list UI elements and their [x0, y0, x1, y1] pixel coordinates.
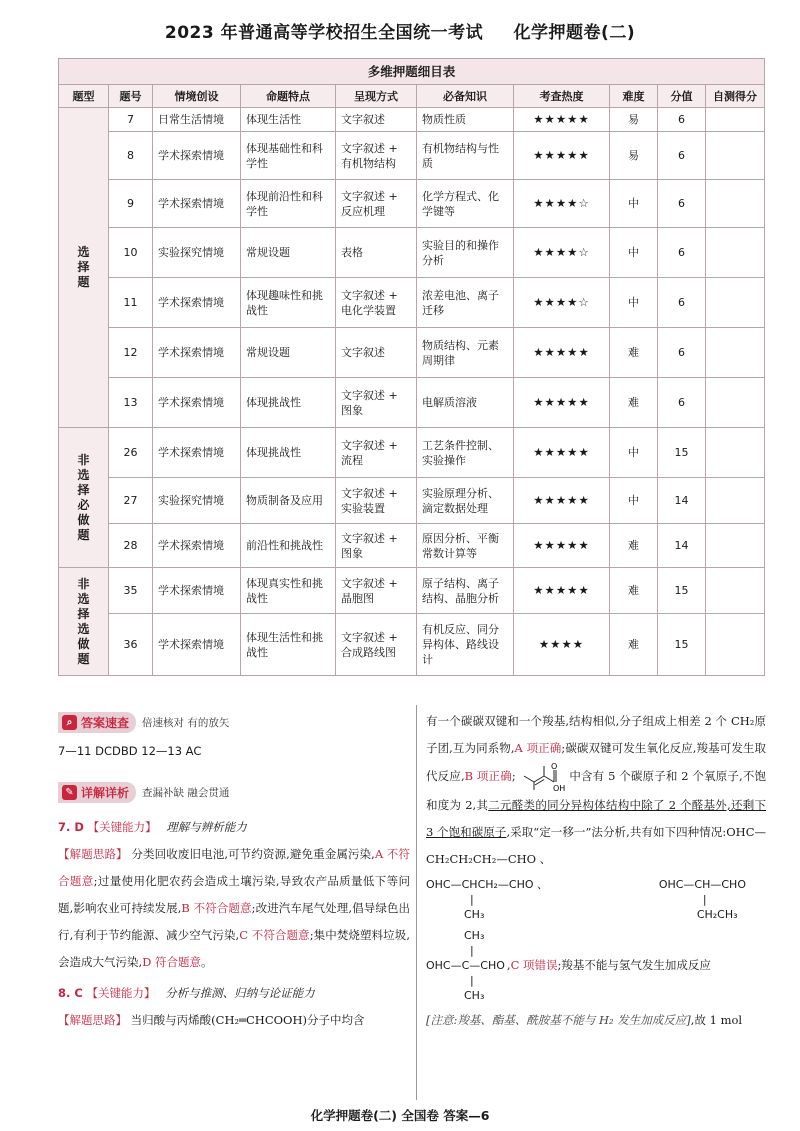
table-row — [59, 108, 765, 132]
question-number: 10 — [109, 228, 153, 278]
self-score-input[interactable] — [706, 428, 765, 478]
column-header: 自测得分 — [706, 85, 765, 108]
table-caption: 多维押题细目表 — [59, 59, 765, 85]
table-row — [59, 328, 765, 378]
question-number: 8 — [109, 132, 153, 180]
structure-oh-label: OH — [552, 784, 565, 792]
table-row — [59, 428, 765, 478]
heat-stars: ★★★★ — [514, 614, 610, 676]
structure-o-label: O — [550, 762, 557, 771]
score-cell: 15 — [658, 568, 706, 614]
heat-stars: ★★★★☆ — [514, 228, 610, 278]
heat-stars: ★★★★★ — [514, 378, 610, 428]
form-cell: 文字叙述 — [336, 328, 417, 378]
feature-cell: 常规设题 — [241, 228, 336, 278]
detail-table-wrapper — [58, 58, 764, 676]
question-number: 9 — [109, 180, 153, 228]
question-type-cell: 选 择 题 — [59, 108, 109, 428]
knowledge-cell: 物质性质 — [417, 108, 514, 132]
score-cell: 14 — [658, 524, 706, 568]
question-number: 12 — [109, 328, 153, 378]
context-cell: 实验探究情境 — [153, 478, 241, 524]
question-type-cell: 非 选 择 必 做 题 — [59, 428, 109, 568]
self-score-input[interactable] — [706, 378, 765, 428]
question-number: 11 — [109, 278, 153, 328]
column-header: 题号 — [109, 85, 153, 108]
table-row — [59, 524, 765, 568]
self-score-input[interactable] — [706, 180, 765, 228]
q8-number: 8. C — [58, 986, 83, 1000]
feature-cell: 物质制备及应用 — [241, 478, 336, 524]
form-cell: 文字叙述 + 图象 — [336, 378, 417, 428]
form-cell: 表格 — [336, 228, 417, 278]
question-number: 36 — [109, 614, 153, 676]
knowledge-cell: 原因分析、平衡常数计算等 — [417, 524, 514, 568]
difficulty-cell: 难 — [610, 328, 658, 378]
question-number: 28 — [109, 524, 153, 568]
q7-option-a: A 不符合题意 — [58, 847, 411, 888]
knowledge-cell: 化学方程式、化学键等 — [417, 180, 514, 228]
exam-title: 2023 年普通高等学校招生全国统一考试 — [164, 23, 484, 43]
score-cell: 6 — [658, 108, 706, 132]
self-score-input[interactable] — [706, 478, 765, 524]
heat-stars: ★★★★★ — [514, 568, 610, 614]
score-cell: 6 — [658, 378, 706, 428]
self-score-input[interactable] — [706, 228, 765, 278]
form-cell: 文字叙述 + 电化学装置 — [336, 278, 417, 328]
heat-stars: ★★★★★ — [514, 132, 610, 180]
q7-number: 7. D — [58, 820, 84, 834]
form-cell: 文字叙述 + 实验装置 — [336, 478, 417, 524]
form-cell: 文字叙述 + 合成路线图 — [336, 614, 417, 676]
column-header: 题型 — [59, 85, 109, 108]
answer-list: 7—11 DCDBD 12—13 AC — [58, 744, 202, 758]
form-cell: 文字叙述 + 反应机理 — [336, 180, 417, 228]
feature-cell: 体现挑战性 — [241, 378, 336, 428]
q8-note: [注意:羧基、酯基、酰胺基不能与 H₂ 发生加成反应] — [426, 1013, 691, 1027]
knowledge-cell: 实验目的和操作分析 — [417, 228, 514, 278]
context-cell: 学术探索情境 — [153, 180, 241, 228]
feature-cell: 体现趣味性和挑战性 — [241, 278, 336, 328]
form-cell: 文字叙述 + 有机物结构 — [336, 132, 417, 180]
difficulty-cell: 易 — [610, 108, 658, 132]
score-cell: 6 — [658, 180, 706, 228]
q8-paragraph: 【解题思路】 当归酸与丙烯酸(CH₂═CHCOOH)分子中均含 — [58, 1013, 365, 1027]
q7-ability-label: 【关键能力】 — [87, 820, 157, 834]
table-row — [59, 378, 765, 428]
column-header: 必备知识 — [417, 85, 514, 108]
self-score-input[interactable] — [706, 278, 765, 328]
paper-title: 化学押题卷(二) — [513, 23, 636, 43]
context-cell: 学术探索情境 — [153, 328, 241, 378]
answer-quick-sub: 倍速核对 有的放矢 — [142, 717, 230, 729]
isomer-row-2: CH₃ | OHC—C—CHO | CH₃ ,C 项错误;羧基不能与氢气发生加成反应 — [426, 929, 711, 1002]
isomer-row-1 — [426, 877, 766, 922]
form-cell: 文字叙述 + 晶胞图 — [336, 568, 417, 614]
feature-cell: 常规设题 — [241, 328, 336, 378]
isomer-3: OHC—CH—CHO | CH₂CH₃ — [658, 878, 746, 921]
table-row — [59, 568, 765, 614]
difficulty-cell: 难 — [610, 378, 658, 428]
form-cell: 文字叙述 + 图象 — [336, 524, 417, 568]
knowledge-cell: 电解质溶液 — [417, 378, 514, 428]
feature-cell: 体现前沿性和科学性 — [241, 180, 336, 228]
heat-stars: ★★★★★ — [514, 428, 610, 478]
angelic-acid-structure — [520, 762, 566, 792]
context-cell: 实验探究情境 — [153, 228, 241, 278]
q8-option-b: B 项正确 — [464, 769, 512, 783]
q7-option-c: C 不符合题意 — [239, 928, 310, 942]
right-column — [426, 708, 766, 1034]
feature-cell: 体现生活性 — [241, 108, 336, 132]
page-footer: 化学押题卷(二) 全国卷 答案—6 — [310, 1108, 490, 1123]
table-row — [59, 132, 765, 180]
table-row — [59, 180, 765, 228]
note-icon: ✎ — [62, 785, 77, 800]
table-row — [59, 478, 765, 524]
column-header: 呈现方式 — [336, 85, 417, 108]
score-cell: 6 — [658, 328, 706, 378]
table-row — [59, 228, 765, 278]
column-header: 考查热度 — [514, 85, 610, 108]
question-number: 7 — [109, 108, 153, 132]
magnifier-icon: ⌕ — [62, 715, 77, 730]
question-number: 13 — [109, 378, 153, 428]
heat-stars: ★★★★☆ — [514, 180, 610, 228]
q8-ability-label: 【关键能力】 — [86, 986, 156, 1000]
column-header: 命题特点 — [241, 85, 336, 108]
isomer-2: OHC—CHCH₂—CHO 、 | CH₃ — [426, 878, 549, 921]
self-score-input[interactable] — [706, 108, 765, 132]
difficulty-cell: 难 — [610, 614, 658, 676]
q7-idea-label: 【解题思路】 — [58, 847, 128, 861]
q8-idea-label: 【解题思路】 — [58, 1013, 127, 1027]
column-header: 分值 — [658, 85, 706, 108]
self-score-input[interactable] — [706, 614, 765, 676]
context-cell: 学术探索情境 — [153, 428, 241, 478]
q7-ability-text: 理解与辨析能力 — [166, 820, 247, 834]
score-cell: 6 — [658, 132, 706, 180]
question-type-cell: 非 选 择 选 做 题 — [59, 568, 109, 676]
knowledge-cell: 实验原理分析、滴定数据处理 — [417, 478, 514, 524]
q7-option-b: B 不符合题意 — [181, 901, 252, 915]
question-number: 27 — [109, 478, 153, 524]
q8-option-c: C 项错误 — [510, 958, 558, 972]
knowledge-cell: 有机反应、同分异构体、路线设计 — [417, 614, 514, 676]
table-row — [59, 278, 765, 328]
knowledge-cell: 工艺条件控制、实验操作 — [417, 428, 514, 478]
score-cell: 15 — [658, 428, 706, 478]
knowledge-cell: 原子结构、离子结构、晶胞分析 — [417, 568, 514, 614]
self-score-input[interactable] — [706, 328, 765, 378]
page-title — [0, 18, 800, 43]
difficulty-cell: 易 — [610, 132, 658, 180]
self-score-input[interactable] — [706, 524, 765, 568]
column-header: 情境创设 — [153, 85, 241, 108]
form-cell: 文字叙述 — [336, 108, 417, 132]
feature-cell: 体现挑战性 — [241, 428, 336, 478]
difficulty-cell: 中 — [610, 278, 658, 328]
column-divider — [416, 705, 417, 1100]
q7-block — [58, 814, 410, 1034]
heat-stars: ★★★★★ — [514, 478, 610, 524]
knowledge-cell: 有机物结构与性质 — [417, 132, 514, 180]
score-cell: 15 — [658, 614, 706, 676]
context-cell: 学术探索情境 — [153, 568, 241, 614]
left-column — [58, 738, 410, 765]
difficulty-cell: 难 — [610, 568, 658, 614]
score-cell: 6 — [658, 228, 706, 278]
score-cell: 14 — [658, 478, 706, 524]
q7-option-d: D 符合题意 — [142, 955, 202, 969]
self-score-input[interactable] — [706, 132, 765, 180]
question-number: 35 — [109, 568, 153, 614]
difficulty-cell: 难 — [610, 524, 658, 568]
knowledge-cell: 物质结构、元素周期律 — [417, 328, 514, 378]
difficulty-cell: 中 — [610, 228, 658, 278]
q8-ability-text: 分析与推测、归纳与论证能力 — [165, 986, 315, 1000]
difficulty-cell: 中 — [610, 478, 658, 524]
context-cell: 学术探索情境 — [153, 378, 241, 428]
feature-cell: 体现生活性和挑战性 — [241, 614, 336, 676]
knowledge-cell: 浓差电池、离子迁移 — [417, 278, 514, 328]
feature-cell: 前沿性和挑战性 — [241, 524, 336, 568]
q8-option-a: A 项正确 — [514, 741, 562, 755]
answer-quick-band — [58, 712, 229, 733]
difficulty-cell: 中 — [610, 180, 658, 228]
detail-explain-label: 详解详析 — [81, 786, 130, 800]
q7-paragraph: 【解题思路】 分类回收废旧电池,可节约资源,避免重金属污染,A 不符合题意;过量使用化肥农药会造成土壤污染,导致农产品质量低下等问题,影响农业可持续发展,B 不符合题意;改进汽车尾气处理,倡导绿色出行,有利于节约能源、减少空气污染,C 不符合题意;集中焚烧塑料垃圾,会造成大气污染,D 符合题意。 — [58, 847, 411, 969]
context-cell: 学术探索情境 — [153, 524, 241, 568]
heat-stars: ★★★★★ — [514, 524, 610, 568]
question-number: 26 — [109, 428, 153, 478]
column-header: 难度 — [610, 85, 658, 108]
difficulty-cell: 中 — [610, 428, 658, 478]
q8-note-line: [注意:羧基、酯基、酰胺基不能与 H₂ 发生加成反应],故 1 mol — [426, 1013, 743, 1027]
answer-quick-label: 答案速查 — [81, 716, 130, 730]
feature-cell: 体现基础性和科学性 — [241, 132, 336, 180]
context-cell: 日常生活情境 — [153, 108, 241, 132]
heat-stars: ★★★★★ — [514, 108, 610, 132]
isomer-4: CH₃ | OHC—C—CHO | CH₃ — [426, 929, 505, 1002]
context-cell: 学术探索情境 — [153, 132, 241, 180]
form-cell: 文字叙述 + 流程 — [336, 428, 417, 478]
detail-explain-band — [58, 782, 229, 803]
score-cell: 6 — [658, 278, 706, 328]
heat-stars: ★★★★☆ — [514, 278, 610, 328]
context-cell: 学术探索情境 — [153, 278, 241, 328]
detail-table — [58, 58, 765, 676]
table-row — [59, 614, 765, 676]
heat-stars: ★★★★★ — [514, 328, 610, 378]
self-score-input[interactable] — [706, 568, 765, 614]
context-cell: 学术探索情境 — [153, 614, 241, 676]
detail-explain-sub: 查漏补缺 融会贯通 — [142, 787, 230, 799]
q8-continued: 有一个碳碳双键和一个羧基,结构相似,分子组成上相差 2 个 CH₂原子团,互为同系物,A 项正确;碳碳双键可发生氧化反应,羧基可发生取代反应,B 项正确; O OH 中含有 5 个碳原子和 2 个氧原子,不饱和度为 2,其二元醛类的同分异构体结构中除了 2 个醛基外,还剩下 3 个饱和碳原子,采取“定一移一”法分析,共有如下四种情况:OHC—CH₂CH₂CH₂—CHO 、 — [426, 714, 767, 866]
feature-cell: 体现真实性和挑战性 — [241, 568, 336, 614]
